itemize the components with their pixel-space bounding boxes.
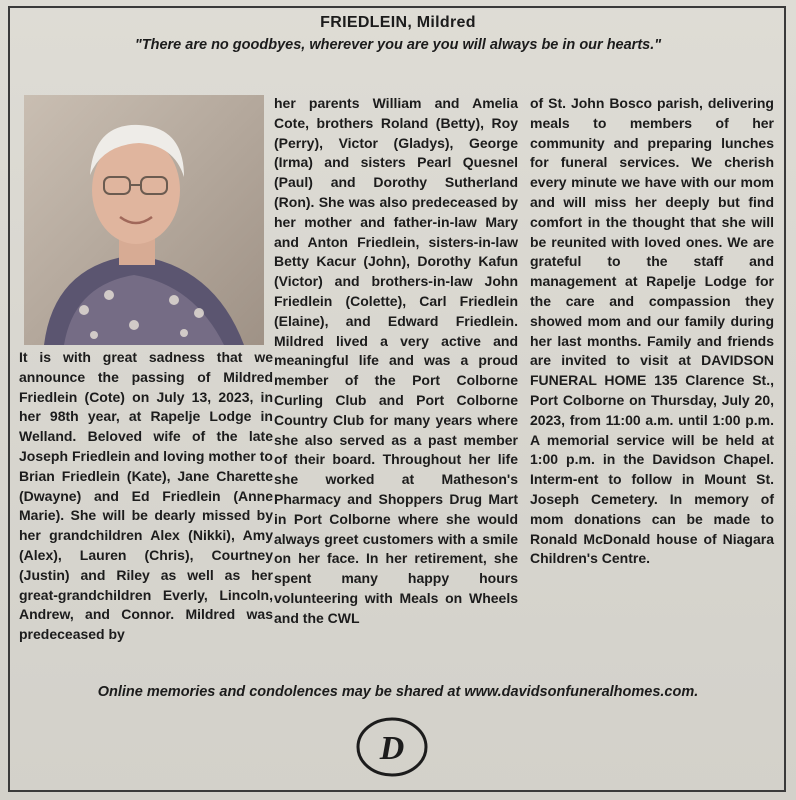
- davidson-logo-icon: [352, 715, 432, 779]
- condolences-footer: Online memories and condolences may be shared at www.davidsonfuneralhomes.com.: [97, 684, 699, 700]
- obituary-column-2: her parents William and Amelia Cote, brothers Roland (Betty), Roy (Perry), Victor (Gladys), George (Irma) and sisters Pearl Quesnel (Paul) and Dorothy Sutherland (Ron). She was also predeceased by her mother and father-in-law Mary and Anton Friedlein, sisters-in-law Betty Kacur (John), Dorothy Kafun (Victor) and brothers-in-law John Friedlein (Colette), Carl Friedlein (Elaine), and Edward Friedlein. Mildred lived a very active and meaningful life and was a proud member of the Port Colborne Curling Club and Port Colborne Country Club for many years where she also served as a past member of their board. Throughout her life she worked at Matheson's Pharmacy and Shoppers Drug Mart in Port Colborne where she would always greet customers with a smile on her face. In her retirement, she spent many happy hours volunteering with Meals on Wheels and the CWL: [274, 95, 518, 626]
- svg-text:D: D: [379, 730, 405, 767]
- obituary-column-1: It is with great sadness that we announce the passing of Mildred Friedlein (Cote) on July 13, 2023, in her 98th year, at Rapelje Lodge in Welland. Beloved wife of the late Joseph Friedlein and loving mother to Brian Friedlein (Kate), Jane Charette (Dwayne) and Ed Friedlein (Anne Marie). She will be dearly missed by her grandchildren Alex (Nikki), Amy (Alex), Lauren (Chris), Courtney (Justin) and Riley as well as her great-grandchildren Everly, Lincoln, Andrew, and Connor. Mildred was predeceased by: [19, 349, 273, 643]
- portrait-image: [24, 95, 264, 345]
- portrait-photo: [24, 95, 264, 345]
- obituary-name: FRIEDLEIN, Mildred: [320, 14, 476, 31]
- obituary-quote: "There are no goodbyes, wherever you are you will always be in our hearts.": [134, 37, 662, 53]
- obituary-column-3: of St. John Bosco parish, delivering meals to members of her community and preparing lunches for funeral services. We cherish every minute we have with our mom and will miss her deeply but find comfort in the thought that she will be reunited with loved ones. We are grateful to the staff and management at Rapelje Lodge for the care and compassion they showed mom and our family during her last months. Family and friends are invited to visit at DAVIDSON FUNERAL HOME 135 Clarence St., Port Colborne on Thursday, July 20, 2023, from 11:00 a.m. until 1:00 p.m. A memorial service will be held at 1:00 p.m. in the Davidson Chapel. Interm-ent to follow in Mount St. Joseph Cemetery. In memory of mom donations can be made to Ronald McDonald house of Niagara Children's Centre.: [530, 95, 774, 567]
